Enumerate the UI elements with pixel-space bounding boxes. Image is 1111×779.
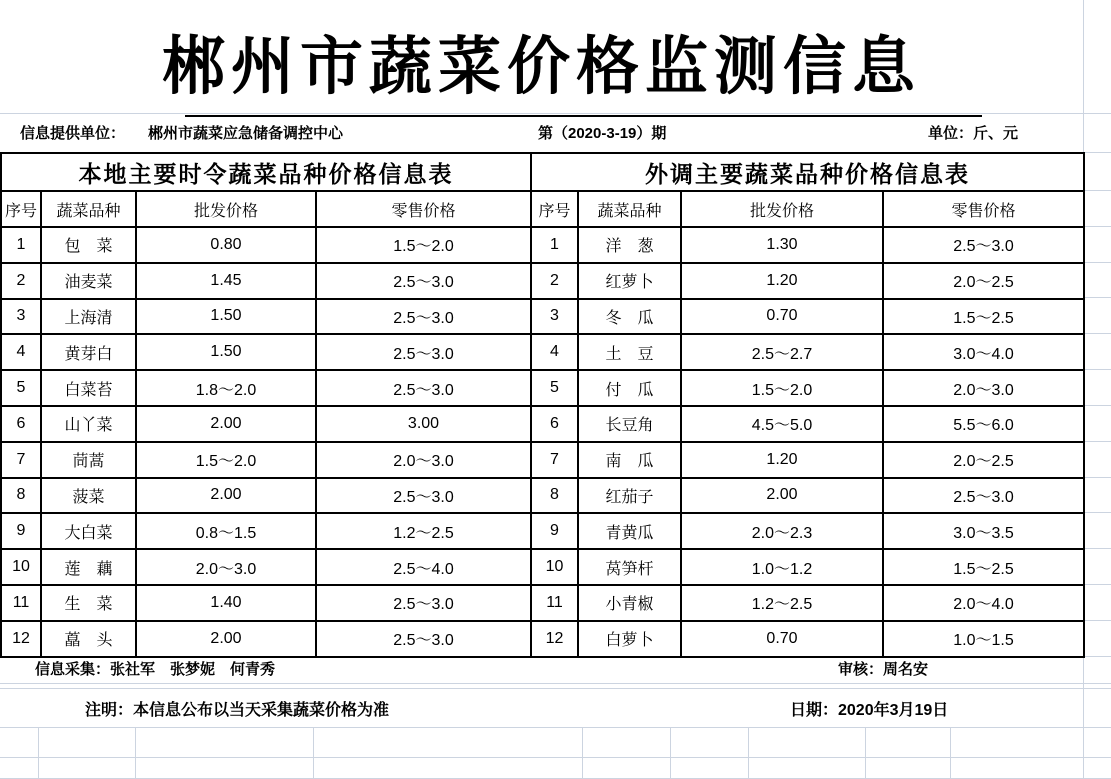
product-name: 南 瓜 bbox=[578, 442, 681, 478]
table-row bbox=[531, 513, 1084, 549]
table-row bbox=[1, 478, 531, 514]
table-row bbox=[1, 549, 531, 585]
retail-price: 2.5～3.0 bbox=[316, 478, 531, 514]
retail-price: 3.0～4.0 bbox=[883, 334, 1084, 370]
date-line: 日期：2020年3月19日 bbox=[790, 702, 949, 719]
col-header-name: 蔬菜品种 bbox=[578, 191, 681, 227]
retail-price: 2.5～3.0 bbox=[883, 478, 1084, 514]
table-row bbox=[1, 227, 531, 263]
retail-price: 3.00 bbox=[316, 406, 531, 442]
local-vegetable-price-table bbox=[0, 152, 532, 658]
product-name: 菠菜 bbox=[41, 478, 136, 514]
col-header-wholesale: 批发价格 bbox=[681, 191, 883, 227]
table-row bbox=[531, 263, 1084, 299]
table-row bbox=[1, 442, 531, 478]
product-name: 莴笋杆 bbox=[578, 549, 681, 585]
provider-label: 信息提供单位： bbox=[20, 125, 126, 142]
wholesale-price: 1.30 bbox=[681, 227, 883, 263]
row-no: 1 bbox=[1, 227, 41, 263]
imported-vegetable-price-table bbox=[530, 152, 1085, 658]
table-row bbox=[531, 621, 1084, 657]
issue-number: 第（2020-3-19）期 bbox=[538, 125, 667, 142]
row-no: 2 bbox=[531, 263, 578, 299]
product-name: 付 瓜 bbox=[578, 370, 681, 406]
wholesale-price: 2.00 bbox=[136, 621, 316, 657]
provider-name: 郴州市蔬菜应急储备调控中心 bbox=[148, 125, 344, 142]
wholesale-price: 2.00 bbox=[136, 478, 316, 514]
product-name: 包 菜 bbox=[41, 227, 136, 263]
table-row bbox=[531, 299, 1084, 335]
row-no: 11 bbox=[531, 585, 578, 621]
wholesale-price: 0.8～1.5 bbox=[136, 513, 316, 549]
row-no: 3 bbox=[1, 299, 41, 335]
table-row bbox=[531, 442, 1084, 478]
product-name: 小青椒 bbox=[578, 585, 681, 621]
wholesale-price: 1.50 bbox=[136, 334, 316, 370]
retail-price: 2.5～3.0 bbox=[316, 299, 531, 335]
wholesale-price: 1.20 bbox=[681, 263, 883, 299]
retail-price: 2.5～4.0 bbox=[316, 549, 531, 585]
wholesale-price: 2.00 bbox=[681, 478, 883, 514]
auditor-line: 审核：周名安 bbox=[838, 661, 929, 678]
wholesale-price: 1.45 bbox=[136, 263, 316, 299]
row-no: 2 bbox=[1, 263, 41, 299]
row-no: 4 bbox=[1, 334, 41, 370]
retail-price: 2.5～3.0 bbox=[316, 370, 531, 406]
table-row bbox=[531, 585, 1084, 621]
wholesale-price: 0.80 bbox=[136, 227, 316, 263]
product-name: 洋 葱 bbox=[578, 227, 681, 263]
wholesale-price: 1.20 bbox=[681, 442, 883, 478]
row-no: 9 bbox=[1, 513, 41, 549]
table-row bbox=[1, 263, 531, 299]
col-header-wholesale: 批发价格 bbox=[136, 191, 316, 227]
row-no: 4 bbox=[531, 334, 578, 370]
wholesale-price: 2.0～2.3 bbox=[681, 513, 883, 549]
table-row bbox=[531, 478, 1084, 514]
table-row bbox=[1, 299, 531, 335]
wholesale-price: 4.5～5.0 bbox=[681, 406, 883, 442]
row-no: 7 bbox=[1, 442, 41, 478]
product-name: 长豆角 bbox=[578, 406, 681, 442]
unit-label: 单位：斤、元 bbox=[928, 125, 1019, 142]
collectors-line: 信息采集：张社军 张梦妮 何青秀 bbox=[35, 661, 276, 678]
product-name: 红萝卜 bbox=[578, 263, 681, 299]
table-row bbox=[1, 585, 531, 621]
retail-price: 2.0～3.0 bbox=[883, 370, 1084, 406]
col-header-name: 蔬菜品种 bbox=[41, 191, 136, 227]
product-name: 油麦菜 bbox=[41, 263, 136, 299]
retail-price: 1.5～2.0 bbox=[316, 227, 531, 263]
retail-price: 2.5～3.0 bbox=[316, 334, 531, 370]
row-no: 6 bbox=[1, 406, 41, 442]
row-no: 8 bbox=[1, 478, 41, 514]
info-bar-top-border bbox=[185, 115, 982, 117]
retail-price: 2.0～2.5 bbox=[883, 442, 1084, 478]
wholesale-price: 1.2～2.5 bbox=[681, 585, 883, 621]
wholesale-price: 1.40 bbox=[136, 585, 316, 621]
table-row bbox=[1, 406, 531, 442]
row-no: 9 bbox=[531, 513, 578, 549]
table-row bbox=[1, 621, 531, 657]
product-name: 莲 藕 bbox=[41, 549, 136, 585]
retail-price: 2.5～3.0 bbox=[883, 227, 1084, 263]
wholesale-price: 1.8～2.0 bbox=[136, 370, 316, 406]
wholesale-price: 1.0～1.2 bbox=[681, 549, 883, 585]
product-name: 土 豆 bbox=[578, 334, 681, 370]
local-table-title: 本地主要时令蔬菜品种价格信息表 bbox=[1, 153, 531, 191]
col-header-no: 序号 bbox=[1, 191, 41, 227]
row-no: 1 bbox=[531, 227, 578, 263]
table-row bbox=[531, 334, 1084, 370]
row-no: 12 bbox=[531, 621, 578, 657]
product-name: 生 菜 bbox=[41, 585, 136, 621]
product-name: 冬 瓜 bbox=[578, 299, 681, 335]
wholesale-price: 1.5～2.0 bbox=[136, 442, 316, 478]
product-name: 藠 头 bbox=[41, 621, 136, 657]
note-line: 注明：本信息公布以当天采集蔬菜价格为准 bbox=[85, 702, 390, 719]
product-name: 白萝卜 bbox=[578, 621, 681, 657]
retail-price: 2.0～2.5 bbox=[883, 263, 1084, 299]
retail-price: 2.5～3.0 bbox=[316, 585, 531, 621]
row-no: 12 bbox=[1, 621, 41, 657]
table-row bbox=[1, 513, 531, 549]
product-name: 青黄瓜 bbox=[578, 513, 681, 549]
imported-table-rows bbox=[531, 227, 1084, 657]
product-name: 茼蒿 bbox=[41, 442, 136, 478]
row-no: 5 bbox=[1, 370, 41, 406]
row-no: 8 bbox=[531, 478, 578, 514]
row-no: 10 bbox=[531, 549, 578, 585]
product-name: 大白菜 bbox=[41, 513, 136, 549]
product-name: 山丫菜 bbox=[41, 406, 136, 442]
row-no: 5 bbox=[531, 370, 578, 406]
col-header-retail: 零售价格 bbox=[316, 191, 531, 227]
table-row bbox=[1, 334, 531, 370]
row-no: 3 bbox=[531, 299, 578, 335]
wholesale-price: 2.00 bbox=[136, 406, 316, 442]
table-row bbox=[531, 227, 1084, 263]
retail-price: 1.5～2.5 bbox=[883, 299, 1084, 335]
row-no: 11 bbox=[1, 585, 41, 621]
retail-price: 2.0～3.0 bbox=[316, 442, 531, 478]
page-title: 郴州市蔬菜价格监测信息 bbox=[162, 30, 921, 103]
wholesale-price: 2.0～3.0 bbox=[136, 549, 316, 585]
wholesale-price: 1.5～2.0 bbox=[681, 370, 883, 406]
col-header-retail: 零售价格 bbox=[883, 191, 1084, 227]
table-row bbox=[531, 370, 1084, 406]
wholesale-price: 0.70 bbox=[681, 621, 883, 657]
product-name: 白菜苔 bbox=[41, 370, 136, 406]
col-header-no: 序号 bbox=[531, 191, 578, 227]
retail-price: 2.5～3.0 bbox=[316, 621, 531, 657]
table-row bbox=[531, 549, 1084, 585]
product-name: 黄芽白 bbox=[41, 334, 136, 370]
retail-price: 1.2～2.5 bbox=[316, 513, 531, 549]
retail-price: 2.0～4.0 bbox=[883, 585, 1084, 621]
retail-price: 1.5～2.5 bbox=[883, 549, 1084, 585]
wholesale-price: 0.70 bbox=[681, 299, 883, 335]
row-no: 10 bbox=[1, 549, 41, 585]
local-table-rows bbox=[1, 227, 531, 657]
retail-price: 2.5～3.0 bbox=[316, 263, 531, 299]
product-name: 上海清 bbox=[41, 299, 136, 335]
row-no: 6 bbox=[531, 406, 578, 442]
retail-price: 1.0～1.5 bbox=[883, 621, 1084, 657]
product-name: 红茄子 bbox=[578, 478, 681, 514]
retail-price: 5.5～6.0 bbox=[883, 406, 1084, 442]
table-row bbox=[531, 406, 1084, 442]
row-no: 7 bbox=[531, 442, 578, 478]
imported-table-title: 外调主要蔬菜品种价格信息表 bbox=[531, 153, 1084, 191]
wholesale-price: 1.50 bbox=[136, 299, 316, 335]
retail-price: 3.0～3.5 bbox=[883, 513, 1084, 549]
wholesale-price: 2.5～2.7 bbox=[681, 334, 883, 370]
table-row bbox=[1, 370, 531, 406]
